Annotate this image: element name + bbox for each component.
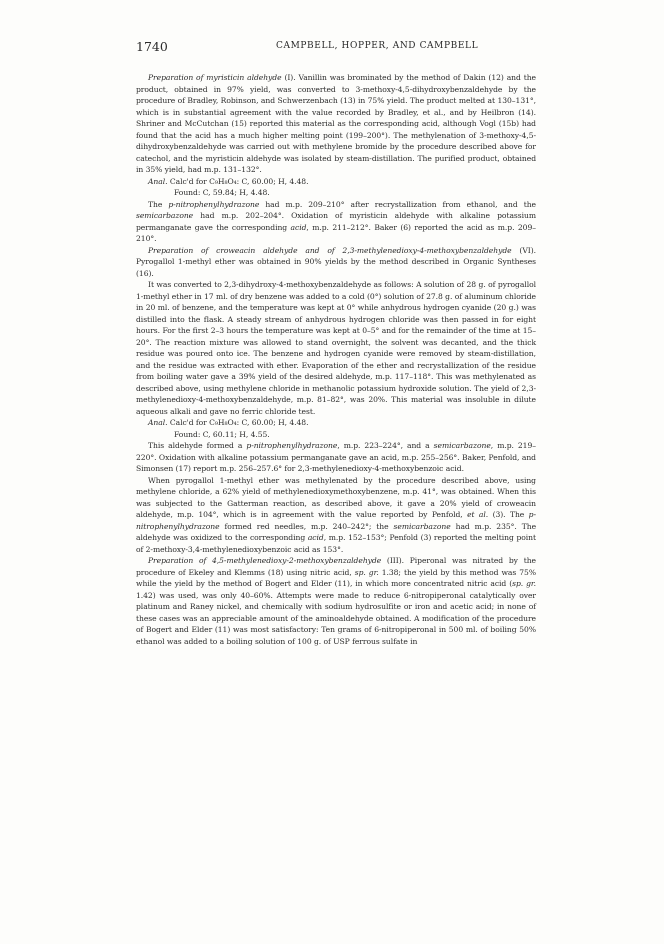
paragraph-derivatives-myristicin: The p-nitrophenylhydrazone had m.p. 209–210° after recrystallization from ethanol, and the semicarbazone had m.p. 202–204°. Oxidation of myristicin aldehyde with alkaline potassium permanganate gave the corresponding acid, m.p. 211–212°. Baker (6) reported the acid as m.p. 209–210°.: [136, 199, 536, 243]
page-number: 1740: [136, 39, 168, 54]
analysis-found-1: Found: C, 59.84; H, 4.48.: [174, 188, 270, 197]
paragraph-dihydroxy-conversion: It was converted to 2,3-dihydroxy-4-methoxybenzaldehyde as follows: A solution of 28 g. of pyrogallol 1-methyl ether in 17 ml. of dry benzene was added to a cold (0°) solution of 27.8 g. of aluminum chloride in 20 ml. of benzene, and the temperature was kept at 0° while anhydrous hydrogen cyanide (20 g.) was distilled into the flask. A steady stream of anhydrous hydrogen chloride was then passed in for eight hours. For the first 2–3 hours the temperature was kept at 0–5° and for the remainder of the time at 15–20°. The reaction mixture was allowed to stand overnight, the solvent was decanted, and the thick residue was poured onto ice. The benzene and hydrogen cyanide were removed by steam-distillation, and the residue was extracted with ether. Evaporation of the ether and recrystallization of the residue from boiling water gave a 39% yield of the desired aldehyde, m.p. 117–118°. This was methylenated as described above, using methylene chloride in methanolic potassium hydroxide solution. The yield of 2,3-methylenedioxy-4-methoxybenzaldehyde, m.p. 81–82°, was 20%. This material was insoluble in dilute aqueous alkali and gave no ferric chloride test.: [136, 280, 536, 416]
paragraph-croweacin-aldehyde: [136, 245, 536, 280]
section-heading-myristicin-aldehyde: Preparation of myristicin aldehyde: [148, 73, 282, 82]
section-heading-croweacin-aldehyde: Preparation of croweacin aldehyde and of 2,3-methylenedioxy-4-methoxybenzaldehyde: [148, 245, 512, 255]
paragraph-text: (I). Vanillin was brominated by the method of Dakin (12) and the product, obtained in 97% yield, was converted to 3-methoxy-4,5-dihydroxybenzaldehyde by the procedure of Bradley, Robinson, and Schwerzenbach (13) in 75% yield. The product melted at 130–131°, which is in substantial agreement with the value recorded by Bradley, et al., and by Heilbron (14). Shriner and McCutchan (15) reported this material as the corresponding acid, although Vogl (15b) had found that the acid has a much higher melting point (199–200°). The methylenation of 3-methoxy-4,5-dihydroxybenzaldehyde was carried out with methylene bromide by the procedure described above for catechol, and the myristicin aldehyde was isolated by steam-distillation. The purified product, obtained in 35% yield, had m.p. 131–132°.: [136, 73, 536, 174]
anal-text: Calc'd for C₉H₈O₄: C, 60.00; H, 4.48.: [167, 418, 309, 427]
paragraph-methylenedioxy-methoxybenzaldehyde: Preparation of 4,5-methylenedioxy-2-methoxybenzaldehyde (III). Piperonal was nitrated by the procedure of Ekeley and Klemms (18) using nitric acid, sp. gr. 1.38; the yield by this method was 75% while the yield by the method of Bogert and Elder (11), in which more concentrated nitric acid (sp. gr. 1.42) was used, was only 40–60%. Attempts were made to reduce 6-nitropiperonal catalytically over platinum and Raney nickel, and chemically with sodium hydrosulfite or iron and acetic acid; in none of these cases was an appreciable amount of the aminoaldehyde obtained. A modification of the procedure of Bogert and Elder (11) was most satisfactory: Ten grams of 6-nitropiperonal in 500 ml. of boiling 50% ethanol was added to a boiling solution of 100 g. of USP ferrous sulfate in: [136, 556, 537, 646]
analysis-calculated-1: [136, 176, 536, 188]
analysis-found-2: Found: C, 60.11; H, 4.55.: [174, 429, 270, 439]
article-body: [136, 72, 536, 647]
paragraph-myristicin-aldehyde: [136, 72, 536, 176]
paragraph-aldehyde-derivatives: This aldehyde formed a p-nitrophenylhydrazone, m.p. 223–224°, and a semicarbazone, m.p. 219–220°. Oxidation with alkaline potassium permanganate gave an acid, m.p. 255–256°. Baker, Penfold, and Simonsen (17) report m.p. 256–257.6° for 2,3-methylenedioxy-4-methoxybenzoic acid.: [136, 441, 536, 473]
analysis-calculated-2: [136, 417, 536, 429]
anal-label: Anal.: [148, 176, 168, 186]
anal-label: Anal.: [148, 418, 168, 427]
paragraph-gatterman-reaction: When pyrogallol 1-methyl ether was methylenated by the procedure described above, using methylene chloride, a 62% yield of methylenedioxymethoxybenzene, m.p. 41°, was obtained. When this was subjected to the Gatterman reaction, as described above, it gave a 20% yield of croweacin aldehyde, m.p. 104°, which is in agreement with the value reported by Penfold, et al. (3). The p-nitrophenylhydrazone formed red needles, m.p. 240–242°; the semicarbazone had m.p. 235°. The aldehyde was oxidized to the corresponding acid, m.p. 152–153°; Penfold (3) reported the melting point of 2-methoxy-3,4-methylenedioxybenzoic acid as 153°.: [136, 475, 537, 554]
running-head: CAMPBELL, HOPPER, AND CAMPBELL: [276, 41, 479, 51]
paragraph-text: (VI). Pyrogallol 1-methyl ether was obtained in 90% yields by the method described in Organic Syntheses (16).: [136, 245, 537, 278]
anal-text: Calc'd for C₉H₈O₄: C, 60.00; H, 4.48.: [167, 176, 309, 186]
section-heading-methylenedioxy-methoxybenzaldehyde: Preparation of 4,5-methylenedioxy-2-methoxybenzaldehyde: [148, 556, 382, 565]
page-header: [136, 39, 536, 55]
